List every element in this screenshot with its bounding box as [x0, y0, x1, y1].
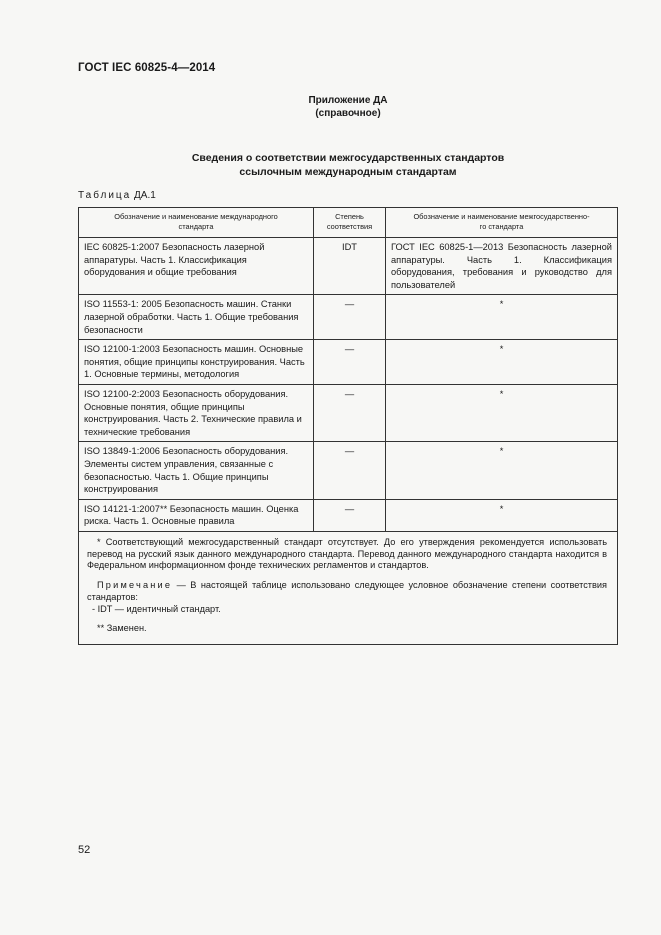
- interstate-standard-cell: *: [386, 295, 618, 340]
- page-number: 52: [78, 844, 91, 856]
- appendix-title: Приложение ДА: [308, 95, 388, 106]
- section-title-line2: ссылочным международным стандартам: [239, 166, 457, 178]
- interstate-standard-cell: *: [386, 340, 618, 385]
- intl-standard-cell: ISO 13849-1:2006 Безопасность оборудования. Элементы систем управления, связанные с безопасностью. Часть 1. Общие принципы конструирования: [79, 442, 314, 499]
- section-title-line1: Сведения о соответствии межгосударственных стандартов: [191, 152, 505, 164]
- interstate-standard-cell: *: [386, 499, 618, 531]
- table-row: [79, 442, 618, 499]
- table-label: [78, 190, 156, 201]
- note-text: — В настоящей таблице использовано следующее условное обозначение степени соответствия стандартов:: [87, 580, 607, 603]
- intl-standard-cell: ISO 12100-1:2003 Безопасность машин. Основные понятия, общие принципы конструирования. Часть 1. Основные термины, методология: [79, 340, 314, 385]
- table-row: [79, 340, 618, 385]
- header-interstate-standard: Обозначение и наименование межгосударственно- го стандарта: [386, 208, 618, 238]
- intl-standard-cell: ISO 12100-2:2003 Безопасность оборудования. Основные понятия, общие принципы конструирования. Часть 2. Технические правила и технические требования: [79, 384, 314, 441]
- degree-cell: —: [314, 384, 386, 441]
- degree-cell: —: [314, 442, 386, 499]
- header-degree: Степень соответствия: [314, 208, 386, 238]
- interstate-standard-cell: *: [386, 442, 618, 499]
- intl-standard-cell: ISO 14121-1:2007** Безопасность машин. Оценка риска. Часть 1. Основные правила: [79, 499, 314, 531]
- table-label-number: ДА.1: [134, 190, 156, 201]
- footnote-missing-standard: * Соответствующий межгосударственный стандарт отсутствует. До его утверждения рекомендуется использовать перевод на русский язык данного международного стандарта. Перевод данного международного стандарта находится в Федеральном информационном фонде технических регламентов и стандартов.: [87, 536, 607, 571]
- table-row: [79, 384, 618, 441]
- table-label-prefix: Таблица: [78, 190, 132, 201]
- degree-cell: IDT: [314, 238, 386, 295]
- degree-cell: —: [314, 340, 386, 385]
- header-international-standard: Обозначение и наименование международного стандарта: [79, 208, 314, 238]
- table-notes: [79, 531, 618, 645]
- note: [87, 580, 607, 604]
- appendix-subtitle: (справочное): [315, 108, 381, 119]
- table-row: [79, 238, 618, 295]
- intl-standard-cell: ISO 11553-1: 2005 Безопасность машин. Станки лазерной обработки. Часть 1. Общие требования безопасности: [79, 295, 314, 340]
- correspondence-table: [78, 207, 618, 645]
- intl-standard-cell: IEC 60825-1:2007 Безопасность лазерной аппаратуры. Часть 1. Классификация оборудования и общие требования: [79, 238, 314, 295]
- degree-cell: —: [314, 499, 386, 531]
- table-notes-row: [79, 531, 618, 645]
- table-row: [79, 295, 618, 340]
- note-item-idt: - IDT — идентичный стандарт.: [92, 603, 221, 614]
- table-row: [79, 499, 618, 531]
- note-label: Примечание: [97, 580, 173, 591]
- interstate-standard-cell: ГОСТ IEC 60825-1—2013 Безопасность лазерной аппаратуры. Часть 1. Классификация оборудования, требования и руководство для пользователей: [386, 238, 618, 295]
- table-header-row: [79, 208, 618, 238]
- interstate-standard-cell: *: [386, 384, 618, 441]
- appendix-heading: [78, 94, 618, 120]
- degree-cell: —: [314, 295, 386, 340]
- section-title: [78, 151, 618, 179]
- footnote-replaced: ** Заменен.: [97, 622, 147, 633]
- document-code: ГОСТ IEC 60825-4—2014: [78, 62, 216, 74]
